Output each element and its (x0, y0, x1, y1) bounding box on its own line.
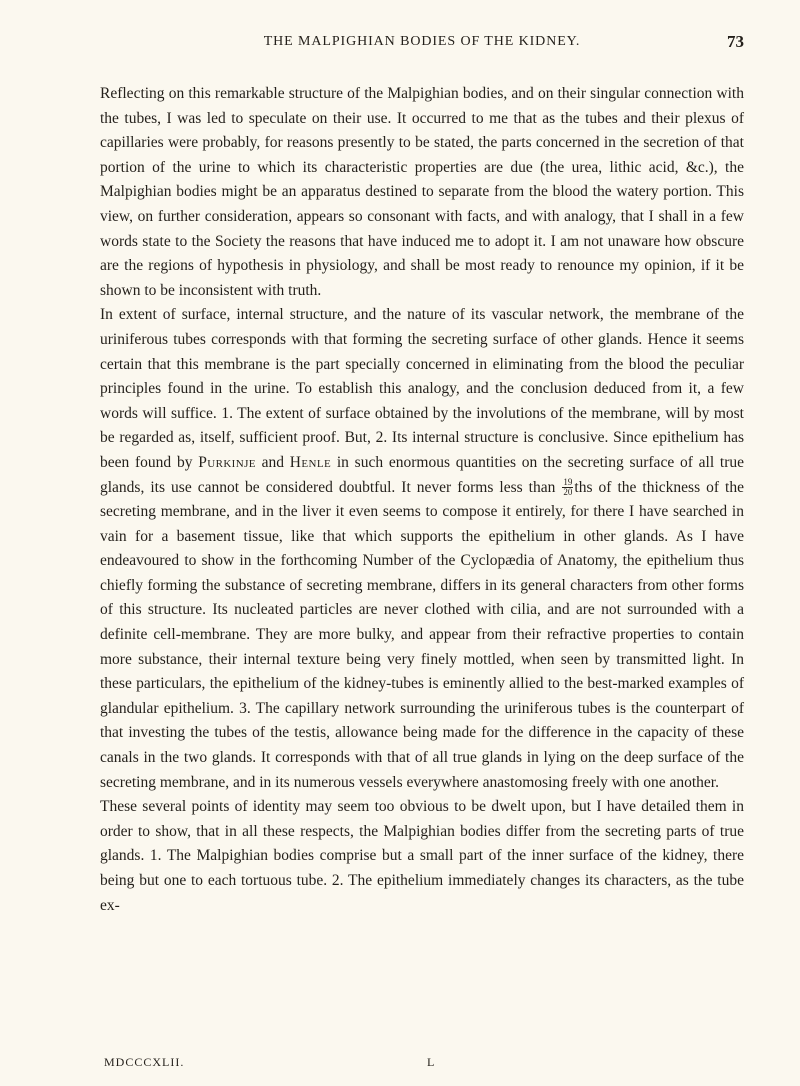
page-number: 73 (727, 32, 744, 51)
running-head (100, 34, 744, 56)
volume-year-signature: MDCCCXLII. (104, 1055, 185, 1069)
printer-signature-row (100, 1055, 744, 1073)
body-text (100, 82, 744, 918)
running-title: THE MALPIGHIAN BODIES OF THE KIDNEY. (263, 34, 581, 49)
fraction-denominator: 20 (563, 487, 573, 498)
fraction-numerator: 19 (563, 477, 573, 488)
paragraph-2-part-3: ths of the thickness of the secreting membrane, and in the liver it even seems to compose it entirely, for there I have searched in vain for a basement tissue, like that which supports the epithelium in other glands. As I have endeavoured to show in the forthcoming Number of the Cyclopædia of Anatomy, the epithelium thus chiefly forming the substance of secreting membrane, differs in its general characters from other forms of this structure. Its nucleated particles are never clothed with cilia, and are not surrounded with a definite cell-membrane. They are more bulky, and appear from their refractive properties to contain more substance, their internal texture being very finely mottled, when seen by transmitted light. In these particulars, the epithelium of the kidney-tubes is eminently allied to the best-marked examples of glandular epithelium. 3. The capillary network surrounding the uriniferous tubes is the counterpart of that investing the tubes of the testis, allowance being made for the difference in the capacity of these canals in the two glands. It corresponds with that of all true glands in lying on the deep surface of the secreting membrane, and in its numerous vessels everywhere anastomosing freely with one another. (100, 478, 744, 791)
gathering-mark: L (427, 1055, 436, 1069)
paragraph-3: These several points of identity may seem too obvious to be dwelt upon, but I have detailed them in order to show, that in all these respects, the Malpighian bodies differ from the secreting parts of true glands. 1. The Malpighian bodies comprise but a small part of the inner surface of the kidney, there being but one to each tortuous tube. 2. The epithelium immediately changes its characters, as the tube ex- (100, 798, 744, 914)
paragraph-2-part-1: In extent of surface, internal structure, and the nature of its vascular network, the membrane of the uriniferous tubes corresponds with that forming the secreting surface of other glands. Hence it seems certain that this membrane is the part specially concerned in eliminating from the blood the peculiar principles found in the urine. To establish this analogy, and the conclusion deduced from it, a few words will suffice. 1. The extent of surface obtained by the involutions of the membrane, will by most be regarded as, itself, sufficient proof. But, 2. Its internal structure is conclusive. Since epithelium has been found by (100, 306, 744, 471)
fraction-nineteen-twentieths (562, 478, 573, 497)
paragraph-1: Reflecting on this remarkable structure of the Malpighian bodies, and on their singular connection with the tubes, I was led to speculate on their use. It occurred to me that as the tubes and their plexus of capillaries were probably, for reasons presently to be stated, the parts concerned in the secretion of that portion of the urine to which its characteristic properties are due (the urea, lithic acid, &c.), the Malpighian bodies might be an apparatus destined to separate from the blood the watery portion. This view, on further consideration, appears so consonant with facts, and with analogy, that I shall in a few words state to the Society the reasons that have induced me to adopt it. I am not unaware how obscure are the regions of hypothesis in physiology, and shall be most ready to renounce my opinion, if it be shown to be inconsistent with truth. (100, 85, 744, 299)
author-name-henle: Henle (289, 453, 332, 471)
conjunction-and: and (255, 453, 290, 471)
paragraph-2 (100, 303, 744, 795)
paragraph-2-part-2: in such enormous quantities on the secreting surface of all true glands, its use cannot be considered doubtful. It never forms less than (100, 453, 744, 496)
author-name-purkinje: Purkinje (198, 453, 256, 471)
